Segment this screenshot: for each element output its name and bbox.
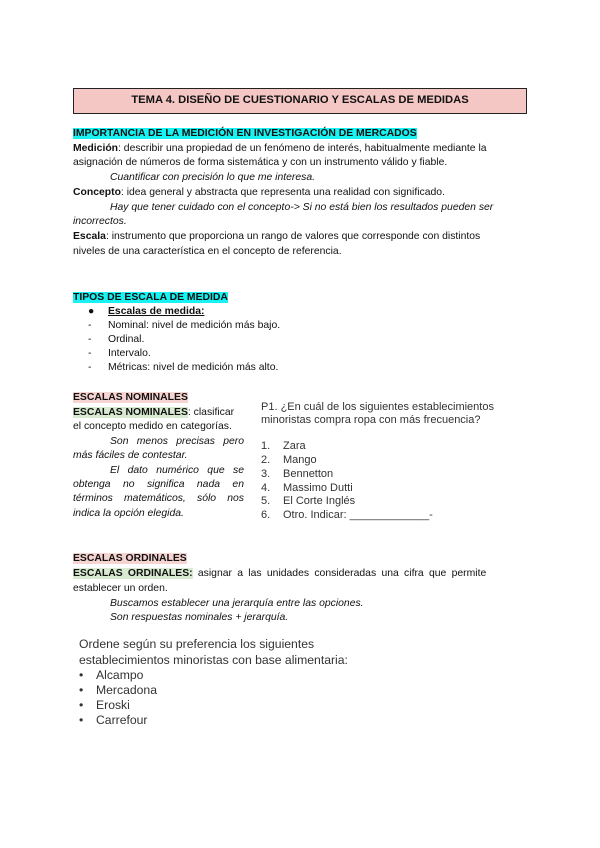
option-text: Eroski [96,698,130,712]
bullet-icon: ● [88,306,95,317]
section-heading-importancia [73,127,417,141]
option-text: Otro. Indicar: _____________- [283,509,433,521]
list-item-text: Métricas: nivel de medición más alto. [108,362,279,373]
option-text: Bennetton [283,468,334,480]
medicion-definition-line2: asignación de números de forma sistemática y con un instrumento válido y fiable. [73,157,448,168]
ordinales-note-line1: Buscamos establecer una jerarquía entre las opciones. [110,598,364,609]
escala-text: : instrumento que proporciona un rango de valores que corresponde con distintos [105,231,481,242]
option-number: 3. [261,468,271,480]
option-text: Mercadona [96,683,157,697]
document-title: TEMA 4. DISEÑO DE CUESTIONARIO Y ESCALAS DE MEDIDAS [73,88,527,114]
dash-icon: - [88,362,92,373]
medicion-definition-line1 [73,142,527,156]
heading-text: TIPOS DE ESCALA DE MEDIDA [73,292,228,303]
dash-icon: - [88,334,92,345]
subheading-text: Escalas de medida: [108,306,205,317]
concepto-term: Concepto [73,187,121,198]
heading-text: ESCALAS ORDINALES [73,553,187,564]
concepto-text: : idea general y abstracta que representa una realidad con significado. [120,187,445,198]
ordinales-question-line2: establecimientos minoristas con base alimentaria: [79,653,348,667]
concepto-definition [73,186,445,200]
ordinales-definition-line1 [73,567,527,581]
list-item-text: Nominal: nivel de medición más bajo. [108,320,281,331]
ordinales-definition-line2: establecer un orden. [73,583,168,594]
nominales-question-line2: minoristas compra ropa con más frecuencia? [261,414,481,426]
dash-icon: - [88,320,92,331]
concepto-note-line2: incorrectos. [73,216,127,227]
ordinales-question-line1: Ordene según su preferencia los siguientes [79,637,315,651]
option-text: Alcampo [96,668,144,682]
medicion-text: : describir una propiedad de un fenómeno de interés, habitualmente mediante la [118,143,487,154]
section-heading-ordinales [73,552,187,566]
nominales-definition-line2: el concepto medido en categorías. [73,421,232,432]
bullet-icon: • [79,668,84,682]
bullet-icon: • [79,683,84,697]
ordinales-note-line2: Son respuestas nominales + jerarquía. [110,612,289,623]
heading-text: IMPORTANCIA DE LA MEDICIÓN EN INVESTIGACIÓN DE MERCADOS [73,128,417,139]
nominales-question-line1: P1. ¿En cuál de los siguientes establecimientos [261,401,494,413]
nominales-note2-line2: obtenga no significa nada en [73,479,244,490]
option-number: 2. [261,454,271,466]
section-heading-tipos [73,291,228,305]
dash-icon: - [88,348,92,359]
section-heading-nominales [73,391,188,405]
list-item-text: Intervalo. [108,348,151,359]
escala-term: Escala [73,231,106,242]
concepto-note-line1: Hay que tener cuidado con el concepto-> Si no está bien los resultados pueden ser [110,202,494,213]
option-number: 5. [261,495,271,507]
option-text: Massimo Dutti [283,482,353,494]
nominales-term: ESCALAS NOMINALES [73,407,188,418]
option-text: El Corte Inglés [283,495,356,507]
nominales-note2-line1: El dato numérico que se [110,465,244,476]
nominales-note1-line2: más fáciles de contestar. [73,450,188,461]
escala-definition-line1 [73,230,480,244]
medicion-note: Cuantificar con precisión lo que me interesa. [110,172,316,183]
list-item-text: Ordinal. [108,334,145,345]
bullet-icon: • [79,698,84,712]
option-number: 1. [261,440,271,452]
nominales-text: : clasificar [187,407,235,418]
option-text: Zara [283,440,306,452]
nominales-definition-line1 [73,406,234,420]
option-number: 6. [261,509,271,521]
nominales-note2-line4: indica la opción elegida. [73,508,184,519]
option-text: Mango [283,454,317,466]
option-number: 4. [261,482,271,494]
bullet-icon: • [79,713,84,727]
nominales-note2-line3: términos matemáticos, sólo nos [73,493,244,504]
heading-text: ESCALAS NOMINALES [73,392,188,403]
medicion-term: Medición [73,143,119,154]
ordinales-text: asignar a las unidades consideradas una cifra que permite [192,568,487,579]
option-text: Carrefour [96,713,148,727]
escala-definition-line2: niveles de una característica en el concepto de referencia. [73,246,342,257]
ordinales-term: ESCALAS ORDINALES: [73,568,193,579]
nominales-note1-line1: Son menos precisas pero [110,436,244,447]
